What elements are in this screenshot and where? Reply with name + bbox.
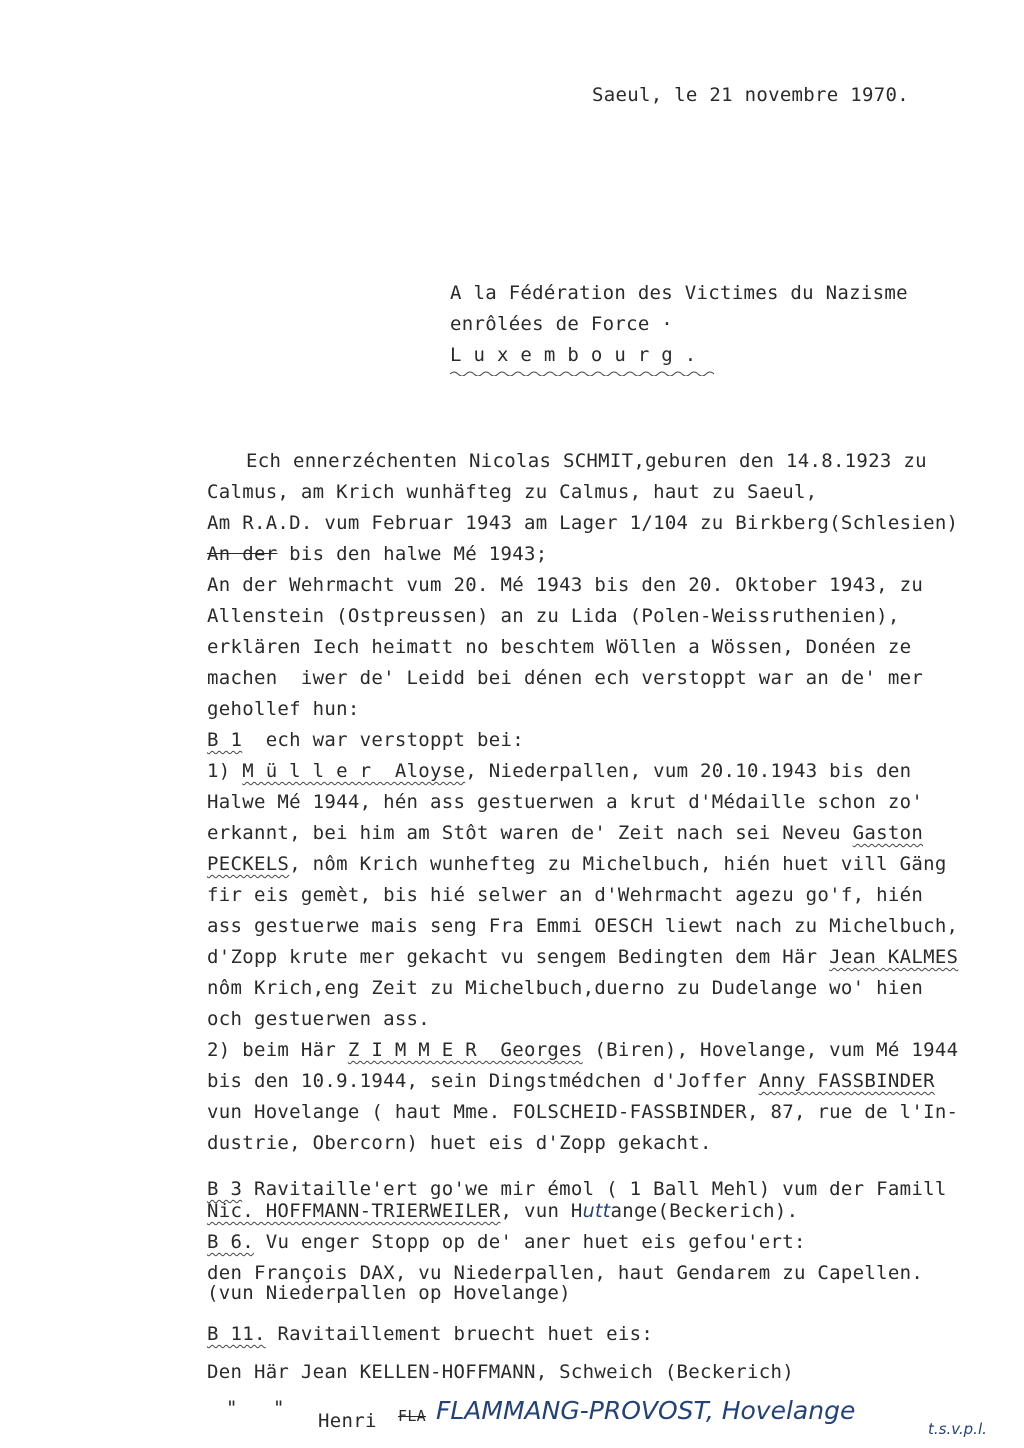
body-line-4 — [207, 543, 547, 565]
entry-10-rest: (Biren), Hovelange, vum Mé 1944 — [582, 1039, 959, 1061]
entry-line-7 — [207, 946, 958, 968]
section-b6-line-1: den François DAX, vu Niederpallen, haut Gendarem zu Capellen. — [207, 1262, 924, 1284]
section-b6 — [207, 1231, 806, 1253]
handwritten-name: FLAMMANG-PROVOST, Hovelange — [436, 1396, 856, 1425]
entry-line-4 — [207, 853, 947, 875]
entry-1-name: M ü l l e r Aloyse — [242, 760, 466, 782]
entry-line-1 — [207, 760, 911, 782]
entry-4-name: PECKELS — [207, 853, 290, 875]
section-b1-label: B 1 — [207, 729, 243, 751]
section-b3-label: B 3 — [207, 1178, 243, 1200]
section-b1-text: ech war verstoppt bei: — [242, 729, 524, 751]
body-line-8: machen iwer de' Leidd bei dénen ech verstoppt war an de' mer — [207, 667, 924, 689]
section-b11 — [207, 1323, 653, 1345]
entry-line-6: ass gestuerwe mais seng Fra Emmi OESCH liewt nach zu Michelbuch, — [207, 915, 959, 937]
recipient-line-3: L u x e m b o u r g . — [450, 344, 697, 366]
section-b6-label: B 6. — [207, 1231, 254, 1253]
section-b11-label: B 11. — [207, 1323, 266, 1345]
struck-text: An der — [207, 543, 278, 565]
handwritten-correction: utt — [582, 1200, 611, 1222]
section-b1 — [207, 729, 524, 751]
entry-line-2: Halwe Mé 1944, hén ass gestuerwen a krut d'Médaille schon zo' — [207, 791, 924, 813]
entry-line-9: och gestuerwen ass. — [207, 1008, 431, 1030]
recipient-line-1: A la Fédération des Victimes du Nazisme — [450, 282, 908, 304]
recipient-underline — [450, 370, 716, 376]
entry-7-text: d'Zopp krute mer gekacht vu sengem Bedingten dem Här — [207, 946, 830, 968]
entry-line-13: dustrie, Obercorn) huet eis d'Zopp gekacht. — [207, 1132, 712, 1154]
entry-3-text: erkannt, bei him am Stôt waren de' Zeit nach sei Neveu — [207, 822, 853, 844]
entry-1-rest: , Niederpallen, vum 20.10.1943 bis den — [465, 760, 912, 782]
section-b11-line-1: Den Här Jean KELLEN-HOFFMANN, Schweich (Beckerich) — [207, 1361, 794, 1383]
body-line-6: Allenstein (Ostpreussen) an zu Lida (Polen-Weissruthenien), — [207, 605, 900, 627]
handwritten-tsvpl: t.s.v.p.l. — [928, 1420, 987, 1438]
section-b6-text: Vu enger Stopp op de' aner huet eis gefou'ert: — [253, 1231, 806, 1253]
section-b3-name: Nic. HOFFMANN-TRIERWEILER — [207, 1200, 501, 1222]
body-line-3: Am R.A.D. vum Februar 1943 am Lager 1/104 zu Birkberg(Schlesien) — [207, 512, 959, 534]
section-b3 — [207, 1178, 947, 1200]
entry-line-11 — [207, 1070, 935, 1092]
section-b11-ditto: " " — [226, 1397, 285, 1419]
body-line-4-text: bis den halwe Mé 1943; — [277, 543, 548, 565]
recipient-line-2: enrôlées de Force · — [450, 313, 674, 335]
entry-line-3 — [207, 822, 923, 844]
entry-4-rest: , nôm Krich wunhefteg zu Michelbuch, hién huet vill Gäng — [289, 853, 947, 875]
entry-7-name: Jean KALMES — [829, 946, 959, 968]
entry-line-8: nôm Krich,eng Zeit zu Michelbuch,duerno zu Dudelange wo' hien — [207, 977, 924, 999]
body-line-9: gehollef hun: — [207, 698, 360, 720]
entry-3-name: Gaston — [852, 822, 924, 844]
section-b6-line-2: (vun Niederpallen op Hovelange) — [207, 1282, 571, 1304]
entry-line-10 — [207, 1039, 958, 1061]
section-b3-rest: , vun H — [500, 1200, 583, 1222]
body-line-2: Calmus, am Krich wunhäfteg zu Calmus, haut zu Saeul, — [207, 481, 818, 503]
body-line-7: erklären Iech heimatt no beschtem Wöllen a Wössen, Donéen ze — [207, 636, 912, 658]
entry-11-text: bis den 10.9.1944, sein Dingstmédchen d'Joffer — [207, 1070, 759, 1092]
entry-1-prefix: 1) — [207, 760, 243, 782]
entry-11-name: Anny FASSBINDER — [758, 1070, 935, 1092]
body-line-5: An der Wehrmacht vum 20. Mé 1943 bis den 20. Oktober 1943, zu — [207, 574, 924, 596]
section-b3-end: ange(Beckerich). — [610, 1200, 799, 1222]
entry-10-name: Z I M M E R Georges — [347, 1039, 583, 1061]
section-b11-text: Ravitaillement bruecht huet eis: — [265, 1323, 654, 1345]
section-b3-text: Ravitaille'ert go'we mir émol ( 1 Ball Mehl) vum der Famill — [242, 1178, 947, 1200]
entry-10-prefix: 2) beim Här — [207, 1039, 348, 1061]
section-b11-name: Henri — [318, 1410, 377, 1432]
body-line-1: Ech ennerzéchenten Nicolas SCHMIT,geburen den 14.8.1923 zu — [246, 450, 927, 472]
section-b3-line-2 — [207, 1200, 798, 1222]
entry-line-5: fir eis gemèt, bis hié selwer an d'Wehrmacht agezu go'f, hién — [207, 884, 924, 906]
entry-line-12: vun Hovelange ( haut Mme. FOLSCHEID-FASSBINDER, 87, rue de l'In- — [207, 1101, 959, 1123]
letter-date: Saeul, le 21 novembre 1970. — [592, 84, 909, 106]
struck-text-2: FLA — [398, 1407, 426, 1425]
